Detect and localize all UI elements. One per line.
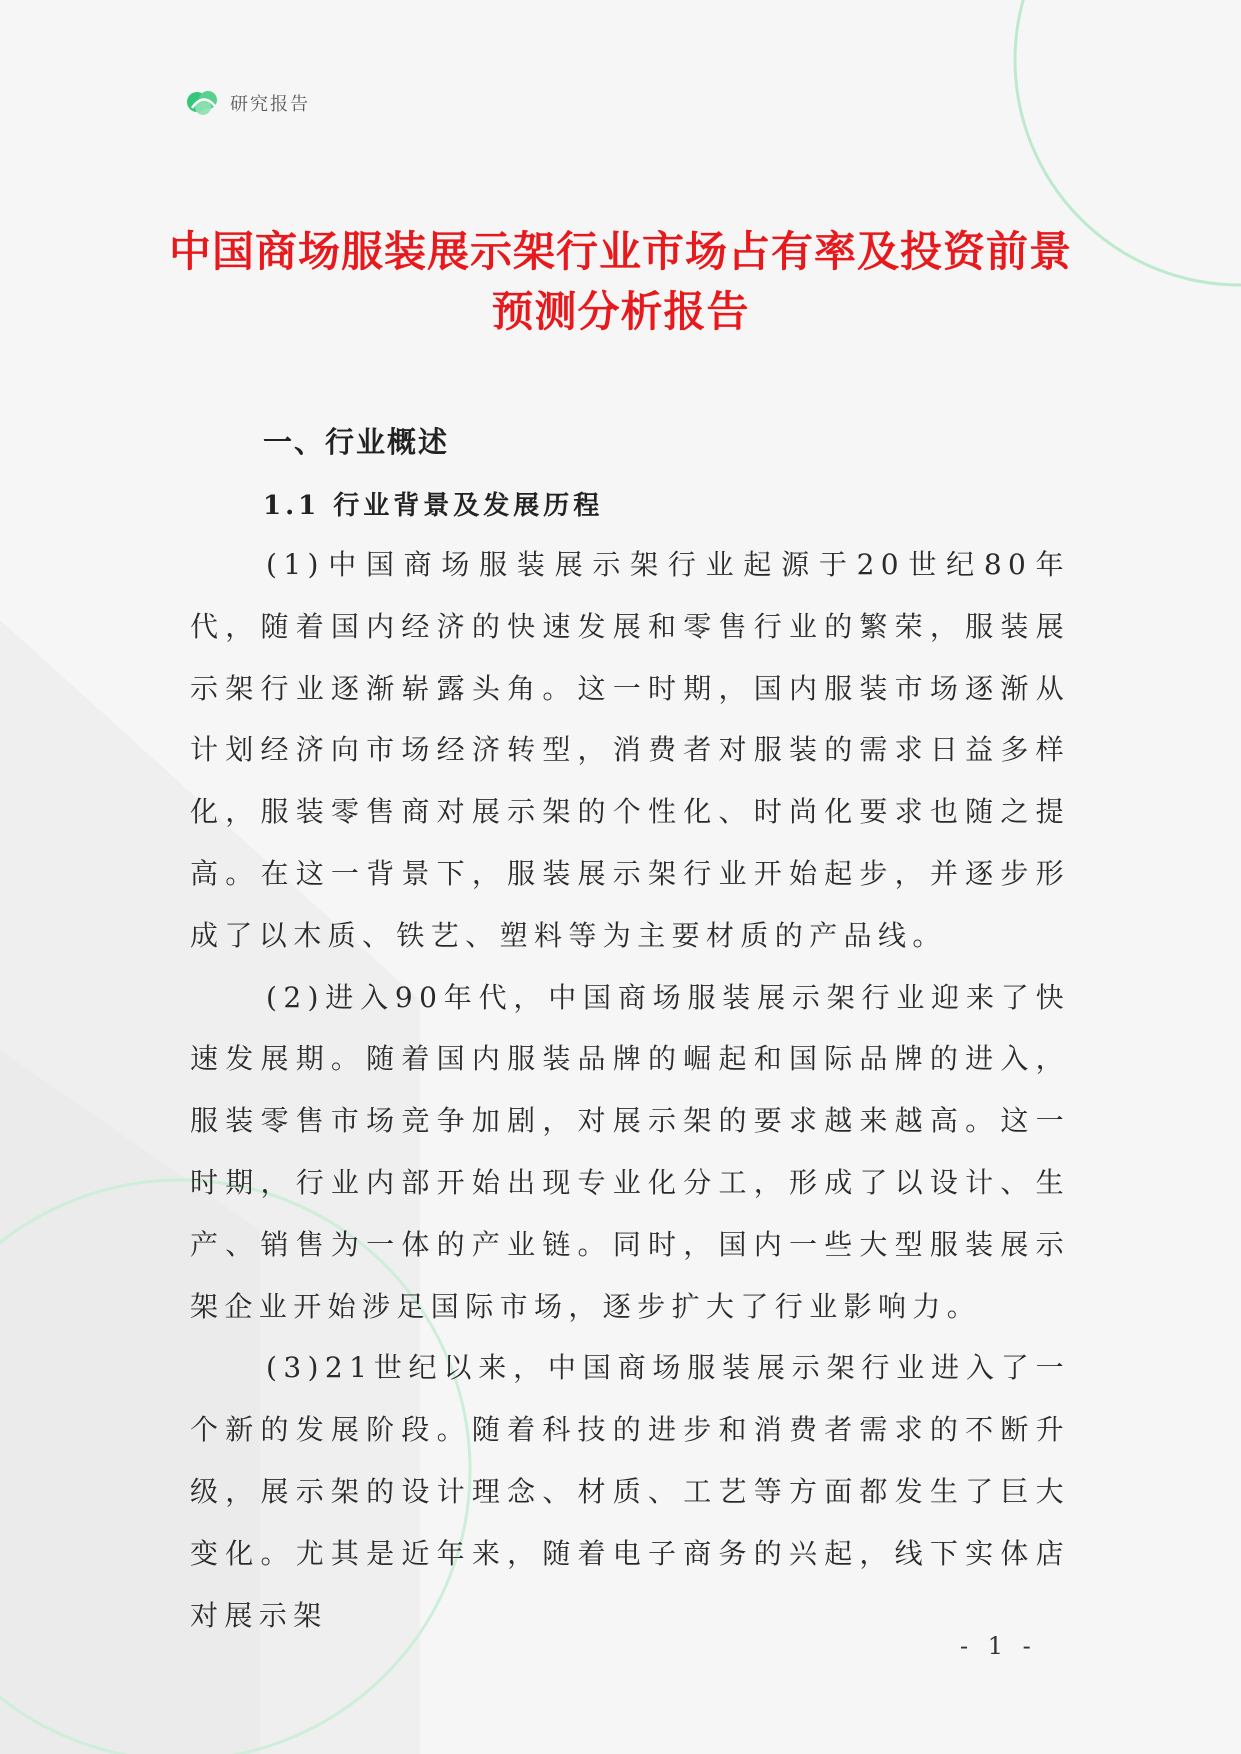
report-header: [186, 88, 310, 118]
header-label: 研究报告: [230, 94, 310, 115]
page-number: - 1 -: [960, 1632, 1037, 1660]
paragraph-1: (1)中国商场服装展示架行业起源于20世纪80年代，随着国内经济的快速发展和零售行业的繁荣，服装展示架行业逐渐崭露头角。这一时期，国内服装市场逐渐从计划经济向市场经济转型，消费者对服装的需求日益多样化，服装零售商对展示架的个性化、时尚化要求也随之提高。在这一背景下，服装展示架行业开始起步，并逐步形成了以木质、铁艺、塑料等为主要材质的产品线。: [190, 548, 1070, 952]
section-heading: 一、行业概述: [263, 425, 450, 459]
logo-icon: [186, 88, 220, 118]
paragraph-2: (2)进入90年代，中国商场服装展示架行业迎来了快速发展期。随着国内服装品牌的崛起和国际品牌的进入，服装零售市场竞争加剧，对展示架的要求越来越高。这一时期，行业内部开始出现专业化分工，形成了以设计、生产、销售为一体的产业链。同时，国内一些大型服装展示架企业开始涉足国际市场，逐步扩大了行业影响力。: [190, 980, 1070, 1323]
subsection-heading: 1.1 行业背景及发展历程: [263, 491, 604, 521]
paragraph-3: (3)21世纪以来，中国商场服装展示架行业进入了一个新的发展阶段。随着科技的进步和消费者需求的不断升级，展示架的设计理念、材质、工艺等方面都发生了巨大变化。尤其是近年来，随着电子商务的兴起，线下实体店对展示架: [190, 1351, 1070, 1632]
body-text: [190, 534, 1070, 1646]
report-title: 中国商场服装展示架行业市场占有率及投资前景预测分析报告: [168, 227, 1072, 336]
